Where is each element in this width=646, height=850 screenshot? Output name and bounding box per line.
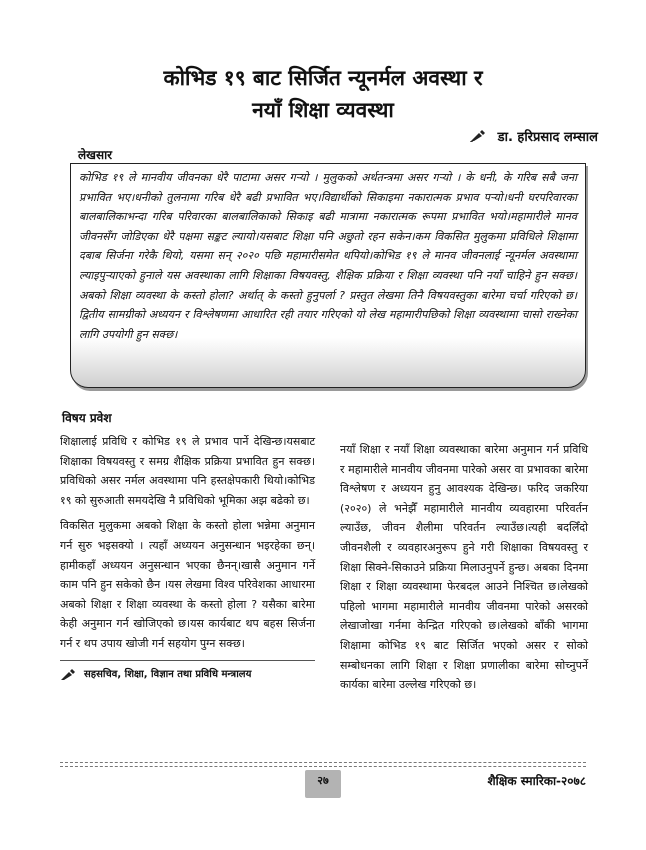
abstract-text: कोभिड १९ ले मानवीय जीवनका धेरै पाटामा असर गऱ्यो । मुलुकको अर्थतन्त्रमा असर गऱ्यो । के धनी, के गरिब सबै जना प्रभावित भए।धनीको तुलनामा गरिब धेरै बढी प्रभावित भए।विद्यार्थीको सिकाइमा नकारात्मक प्रभाव पऱ्यो।धनी घरपरिवारका बालबालिकाभन्दा गरिब परिवारका बालबालिकाको सिकाइ बढी मात्रामा नकारात्मक रूपमा प्रभावित भयो।महामारीले मानव जीवनसँग जोडिएका धेरै पक्षमा सङ्कट ल्यायो।यसबाट शिक्षा पनि अछुतो रहन सकेन।कम विकसित मुलुकमा प्रविधिले शिक्षामा दबाब सिर्जना गरेकै थियो, यसमा सन् २०२० पछि महामारीसमेत थपियो।कोभिड १९ ले मानव जीवनलाई न्यूनर्मल अवस्थामा ल्याइपुऱ्याएको हुनाले यस अवस्थाका लागि शिक्षाका विषयवस्तु, शैक्षिक प्रक्रिया र शिक्षा व्यवस्था पनि नयाँ चाहिने हुन सक्छ।अबको शिक्षा व्यवस्था के कस्तो होला? अर्थात् के कस्तो हुनुपर्ला ? प्रस्तुत लेखमा तिनै विषयवस्तुका बारेमा चर्चा गरिएको छ। द्वितीय सामग्रीको अध्ययन र विश्लेषणमा आधारित रही तयार गरिएको यो लेख महामारीपछिको शिक्षा व्यवस्थामा चासो राख्नेका लागि उपयोगी हुन सक्छ। — [79, 171, 577, 341]
title-line-1: कोभिड १९ बाट सिर्जित न्यूनर्मल अवस्था र — [163, 66, 483, 90]
pen-icon — [470, 130, 488, 142]
author-name: डा. हरिप्रसाद लम्साल — [497, 130, 598, 145]
page-number: २७ — [305, 770, 341, 798]
section-heading: विषय प्रवेश — [62, 411, 112, 425]
abstract-heading: लेखसार — [78, 148, 113, 162]
left-column — [60, 410, 315, 683]
footer-divider — [60, 762, 586, 763]
right-paragraph: नयाँ शिक्षा र नयाँ शिक्षा व्यवस्थाका बारेमा अनुमान गर्न प्रविधि र महामारीले मानवीय जीवनमा पारेको असर वा प्रभावका बारेमा विश्लेषण र अध्ययन हुनु आवश्यक देखिन्छ। फरिद जकरिया (२०२०) ले भनेझैँ महामारीले मानवीय व्यवहारमा परिवर्तन ल्याउँछ, जीवन शैलीमा परिवर्तन ल्याउँछ।त्यही बदलिँदो जीवनशैली र व्यवहारअनुरूप हुने गरी शिक्षाका विषयवस्तु र शिक्षा सिक्ने-सिकाउने प्रक्रिया मिलाउनुपर्ने हुन्छ। अबका दिनमा शिक्षा र शिक्षा व्यवस्थामा फेरबदल आउने निश्चित छ।लेखको पहिलो भागमा महामारीले मानवीय जीवनमा पारेको असरको लेखाजोखा गर्नमा केन्द्रित गरिएको छ।लेखको बाँकी भागमा शिक्षामा कोभिड १९ बाट सिर्जित भएको असर र सोको सम्बोधनका लागि शिक्षा र शिक्षा प्रणालीका बारेमा सोच्नुपर्ने कार्यका बारेमा उल्लेख गरिएको छ। — [340, 443, 588, 692]
right-column — [340, 440, 588, 701]
footnote-divider — [60, 660, 315, 661]
abstract-box — [70, 163, 586, 388]
footer-divider — [60, 766, 586, 767]
left-paragraph-2: विकसित मुलुकमा अबको शिक्षा के कस्तो होला भन्नेमा अनुमान गर्न सुरु भइसक्यो । त्यहाँ अध्ययन अनुसन्धान भइरहेका छन्।हामीकहाँ अध्ययन अनुसन्धान भएका छैनन्।खासै अनुमान गर्ने काम पनि हुन सकेको छैन ।यस लेखमा विश्व परिवेशका आधारमा अबको शिक्षा र शिक्षा व्यवस्था के कस्तो होला ? यसैका बारेमा केही अनुमान गर्न खोजिएको छ।यस कार्यबाट थप बहस सिर्जना गर्न र थप उपाय खोजी गर्न सहयोग पुग्न सक्छ। — [60, 519, 315, 650]
title-line-2: नयाँ शिक्षा व्यवस्था — [252, 98, 394, 122]
page-footer — [60, 762, 586, 792]
author-line — [470, 127, 598, 145]
left-paragraph-1: शिक्षालाई प्रविधि र कोभिड १९ ले प्रभाव पार्ने देखिन्छ।यसबाट शिक्षाका विषयवस्तु र समग्र शैक्षिक प्रक्रिया प्रभावित हुन सक्छ।प्रविधिको असर नर्मल अवस्थामा पनि हस्तक्षेपकारी थियो।कोभिड १९ को सुरुआती समयदेखि नै प्रविधिको भूमिका अझ बढेको छ। — [60, 435, 315, 507]
article-title — [60, 62, 586, 126]
footnote-text: सहसचिव, शिक्षा, विज्ञान तथा प्रविधि मन्त्रालय — [84, 668, 252, 680]
journal-name: शैक्षिक स्मारिका-२०७८ — [487, 774, 586, 788]
author-footnote — [60, 667, 315, 683]
pen-icon — [60, 669, 78, 681]
